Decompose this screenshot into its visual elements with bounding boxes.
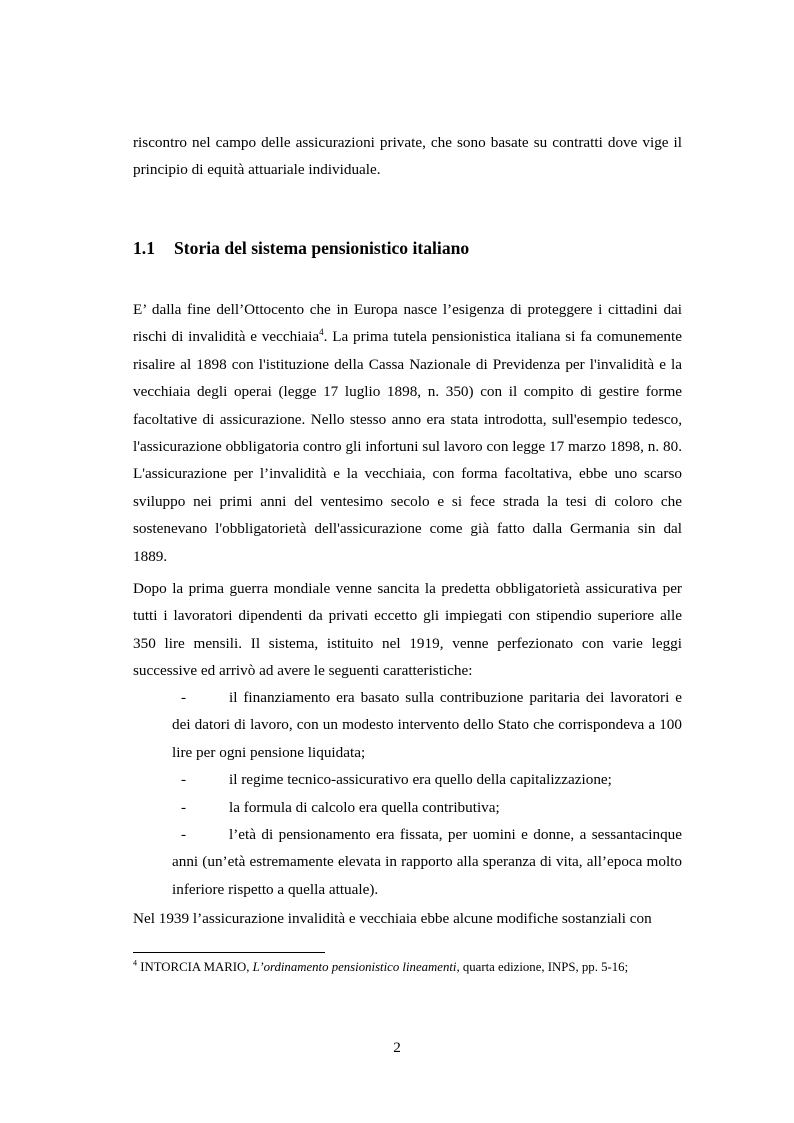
list-bullet: -: [181, 771, 187, 789]
intro-paragraph-text: riscontro nel campo delle assicurazioni private, che sono basate su contratti dove vige il principio di equità attuariale individuale.: [133, 134, 682, 179]
footnote: [133, 958, 693, 976]
section-title: Storia del sistema pensionistico italiano: [174, 238, 470, 258]
list-bullet: -: [181, 798, 187, 816]
list-item: [172, 684, 682, 766]
list-item-text: il finanziamento era basato sulla contribuzione paritaria dei lavoratori e dei datori di lavoro, con un modesto intervento dello Stato che corrispondeva a 100 lire per ogni pensione liquidata;: [172, 689, 682, 761]
footnote-number: 4: [133, 958, 137, 968]
characteristics-list: [133, 684, 682, 903]
list-item-text: l’età di pensionamento era fissata, per uomini e donne, a sessantacinque anni (un’età estremamente elevata in rapporto alla speranza di vita, all’epoca molto inferiore rispetto a quella attuale).: [172, 826, 682, 898]
page-number: 2: [393, 1039, 401, 1056]
paragraph-2: [133, 575, 682, 685]
intro-paragraph: [133, 129, 682, 184]
section-number: 1.1: [133, 238, 155, 258]
footnote-divider: [133, 952, 325, 953]
footnote-title: L’ordinamento pensionistico lineamenti,: [252, 960, 460, 974]
list-item: [172, 766, 682, 793]
paragraph-2-text: Dopo la prima guerra mondiale venne sancita la predetta obbligatorietà assicurativa per tutti i lavoratori dipendenti da privati eccetto gli impiegati con stipendio superiore alle 350 lire mensili. Il sistema, istituito nel 1919, venne perfezionato con varie leggi successive ed arrivò ad avere le seguenti caratteristiche:: [133, 580, 682, 680]
paragraph-3: [133, 905, 682, 932]
footnote-reference: 4: [319, 327, 324, 338]
paragraph-3-text: Nel 1939 l’assicurazione invalidità e vecchiaia ebbe alcune modifiche sostanziali con: [133, 910, 652, 927]
list-item-text: il regime tecnico-assicurativo era quello della capitalizzazione;: [229, 771, 612, 789]
list-item: [172, 794, 682, 821]
paragraph-1: [133, 296, 682, 570]
footnote-details: quarta edizione, INPS, pp. 5-16;: [462, 960, 629, 974]
section-heading: [133, 234, 682, 262]
paragraph-1-part-b: . La prima tutela pensionistica italiana si fa comunemente risalire al 1898 con l'istituzione della Cassa Nazionale di Previdenza per l'invalidità e la vecchiaia degli operai (legge 17 luglio 1898, n. 350) con il compito di gestire forme facoltative di assicurazione. Nello stesso anno era stata introdotta, sull'esempio tedesco, l'assicurazione obbligatoria contro gli infortuni sul lavoro con legge 17 marzo 1898, n. 80. L'assicurazione per l’invalidità e la vecchiaia, con forma facoltativa, ebbe uno scarso sviluppo nei primi anni del ventesimo secolo e si fece strada la tesi di coloro che sostenevano l'obbligatorietà dell'assicurazione come già fatto dalla Germania sin dal 1889.: [133, 328, 682, 565]
list-bullet: -: [181, 689, 187, 706]
list-item-text: la formula di calcolo era quella contributiva;: [229, 798, 500, 816]
paragraph-1-text: [133, 296, 682, 570]
list-item: [172, 821, 682, 903]
list-bullet: -: [181, 826, 187, 844]
footnote-author: INTORCIA MARIO,: [140, 960, 250, 974]
paragraph-1-part-a: E’ dalla fine dell’Ottocento che in Europa nasce l’esigenza di proteggere i cittadini dai rischi di invalidità e vecchiaia: [133, 301, 682, 346]
